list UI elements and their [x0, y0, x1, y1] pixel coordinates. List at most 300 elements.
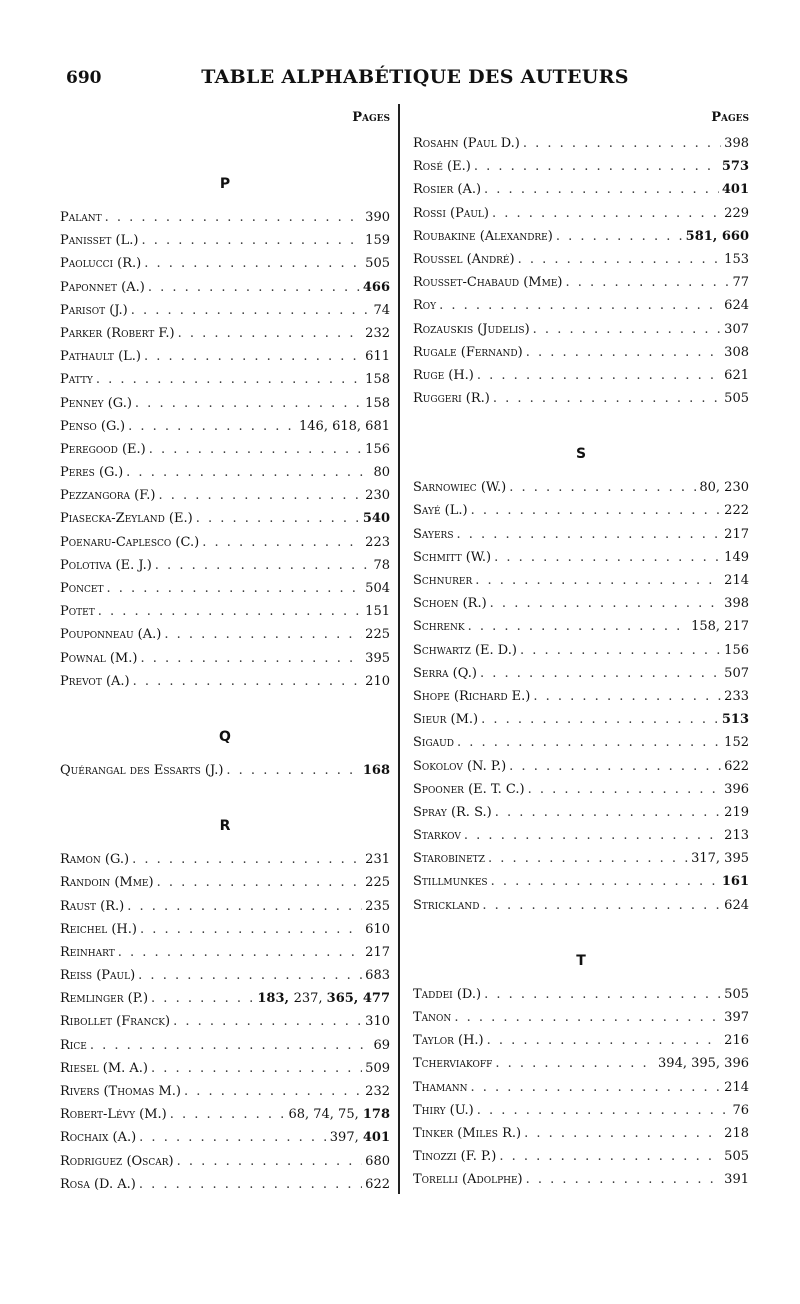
author-name: Stillmunkes — [413, 874, 488, 890]
index-entry — [60, 670, 390, 693]
dot-leader — [484, 178, 719, 201]
author-name: Rosa (D. A.) — [60, 1176, 136, 1192]
page-references — [724, 824, 749, 847]
page-reference: 216 — [724, 1033, 749, 1049]
page-references — [365, 1150, 390, 1173]
page-reference: 505 — [724, 986, 749, 1002]
page-references — [724, 731, 749, 754]
page-references — [365, 484, 390, 507]
page-references — [724, 592, 749, 615]
author-name: Riesel (M. A.) — [60, 1060, 148, 1076]
index-entry — [60, 438, 390, 461]
index-entry — [60, 299, 390, 322]
page-references — [691, 847, 749, 870]
author-name: Roubakine (Alexandre) — [413, 228, 553, 244]
page-references — [724, 1006, 749, 1029]
page-reference: 396 — [724, 781, 749, 797]
page-reference: 660 — [721, 228, 749, 244]
author-name: Poenaru-Caplesco (C.) — [60, 534, 200, 550]
page-reference: 391 — [724, 1172, 749, 1188]
spacer — [60, 132, 390, 162]
page-reference: 680 — [365, 1153, 390, 1169]
page-reference: 397, — [329, 1130, 363, 1146]
dot-leader — [495, 801, 721, 824]
author-name: Rossi (Paul) — [413, 205, 489, 221]
dot-leader — [90, 1034, 371, 1057]
author-name: Ruggeri (R.) — [413, 391, 490, 407]
page-references — [724, 387, 749, 410]
page-reference: 217 — [724, 526, 749, 542]
page-reference: 397 — [724, 1010, 749, 1025]
index-entry — [60, 941, 390, 964]
page-references — [365, 252, 390, 275]
dot-leader — [202, 531, 362, 554]
author-name: Palant — [60, 210, 102, 225]
dot-leader — [526, 1168, 722, 1191]
author-name: Schoen (R.) — [413, 596, 487, 612]
author-name: Rivers (Thomas M.) — [60, 1084, 181, 1099]
page-references — [365, 941, 390, 964]
index-entry — [60, 276, 390, 299]
section-letter: P — [219, 176, 231, 192]
author-name: Thiry (U.) — [413, 1102, 474, 1118]
page-reference: 310 — [365, 1014, 390, 1030]
index-entry — [413, 824, 749, 847]
page-reference: 213 — [724, 828, 749, 844]
index-entry — [60, 531, 390, 554]
author-name: Pouponneau (A.) — [60, 627, 162, 643]
page-reference: 505 — [724, 391, 749, 407]
page-reference: 149 — [724, 549, 749, 565]
page-references — [365, 438, 390, 461]
index-entry — [60, 1010, 390, 1033]
author-name: Reichel (H.) — [60, 921, 137, 937]
page-references — [365, 1010, 390, 1033]
index-entry — [60, 461, 390, 484]
index-entry — [413, 1168, 749, 1191]
author-name: Paolucci (R.) — [60, 256, 142, 272]
index-entry — [60, 1034, 390, 1057]
index-entry — [413, 1145, 749, 1168]
index-entry — [413, 592, 749, 615]
page-reference: 156 — [724, 642, 749, 658]
dot-leader — [132, 848, 362, 871]
page-references — [365, 895, 390, 918]
dot-leader — [126, 461, 370, 484]
dot-leader — [488, 847, 688, 870]
page-reference: 214 — [724, 573, 749, 588]
page-references — [365, 670, 390, 693]
page-references — [724, 778, 749, 801]
section-letter: T — [576, 952, 586, 969]
author-name: Taylor (H.) — [413, 1033, 484, 1049]
page-reference: 68, 74, 75, — [288, 1107, 363, 1123]
dot-leader — [520, 639, 721, 662]
author-name: Roy — [413, 298, 437, 314]
dot-leader — [144, 345, 362, 368]
dot-leader — [148, 276, 360, 299]
author-name: Reinhart — [60, 944, 115, 960]
dot-leader — [526, 341, 721, 364]
author-name: Serra (Q.) — [413, 665, 477, 681]
page-reference: 218 — [724, 1125, 749, 1141]
page-references — [686, 225, 749, 248]
dot-leader — [164, 623, 362, 646]
dot-leader — [106, 577, 362, 600]
page-reference: 398 — [724, 596, 749, 612]
index-entry — [413, 847, 749, 870]
index-entry — [413, 364, 749, 387]
index-entry — [413, 708, 749, 731]
dot-leader — [480, 662, 721, 685]
dot-leader — [457, 523, 722, 546]
index-entry — [413, 155, 749, 178]
page-references — [724, 1122, 749, 1145]
author-name: Spray (R. S.) — [413, 804, 492, 820]
dot-leader — [157, 871, 363, 894]
column-divider — [398, 104, 400, 1194]
author-name: Thamann — [413, 1079, 468, 1095]
index-entry — [60, 507, 390, 530]
author-name: Sayers — [413, 526, 454, 542]
author-name: Peregood (E.) — [60, 441, 146, 457]
page-references — [724, 202, 749, 225]
page-references — [365, 1080, 390, 1103]
author-name: Panisset (L.) — [60, 233, 139, 249]
page-reference: 214 — [724, 1079, 749, 1095]
dot-leader — [492, 202, 721, 225]
page-reference: 365, — [326, 991, 363, 1007]
dot-leader — [184, 1080, 362, 1103]
page-reference: 158 — [365, 372, 390, 388]
author-name: Rice — [60, 1037, 87, 1053]
page-reference: 178 — [362, 1107, 390, 1123]
author-name: Sokolov (N. P.) — [413, 758, 507, 774]
page-reference: 229 — [724, 205, 749, 221]
dot-leader — [490, 592, 722, 615]
dot-leader — [481, 708, 719, 731]
page-references — [373, 461, 390, 484]
author-name: Rosier (A.) — [413, 182, 482, 198]
dot-leader — [151, 987, 254, 1010]
dot-leader — [533, 318, 722, 341]
page-reference: 622 — [724, 758, 749, 774]
page-references — [724, 1076, 749, 1099]
author-name: Pownal (M.) — [60, 650, 138, 666]
author-name: Randoin (Mme) — [60, 875, 154, 891]
dot-leader — [128, 415, 296, 438]
page-reference: 80 — [373, 465, 390, 481]
page-references — [724, 132, 749, 155]
page-reference: 237, — [293, 991, 327, 1007]
page-reference: 401 — [721, 182, 749, 198]
index-entry — [60, 600, 390, 623]
page-references — [724, 662, 749, 685]
page-references — [299, 415, 390, 438]
index-entry — [60, 1103, 390, 1126]
dot-leader — [151, 1057, 362, 1080]
dot-leader — [533, 685, 721, 708]
author-name: Sarnowiec (W.) — [413, 480, 507, 496]
page-references — [699, 476, 749, 499]
author-name: Raust (R.) — [60, 898, 125, 914]
author-name: Schwartz (E. D.) — [413, 642, 517, 658]
page-references — [365, 531, 390, 554]
author-name: Rosahn (Paul D.) — [413, 136, 520, 151]
dot-leader — [457, 731, 721, 754]
index-entry — [413, 132, 749, 155]
dot-leader — [477, 364, 721, 387]
page-reference: 394, 395, 396 — [658, 1056, 749, 1072]
dot-leader — [454, 1006, 721, 1029]
dot-leader — [470, 1076, 721, 1099]
dot-leader — [474, 155, 719, 178]
dot-leader — [98, 600, 362, 623]
index-entry — [413, 202, 749, 225]
page-references — [365, 368, 390, 391]
index-entry — [413, 178, 749, 201]
page-reference: 581, — [685, 228, 722, 244]
author-name: Peres (G.) — [60, 465, 124, 481]
index-entry — [413, 894, 749, 917]
author-name: Piasecka-Zeyland (E.) — [60, 511, 193, 527]
dot-leader — [464, 824, 721, 847]
page-references — [724, 569, 749, 592]
page-reference: 161 — [721, 874, 749, 890]
dot-leader — [477, 1099, 730, 1122]
author-name: Rousset-Chabaud (Mme) — [413, 275, 563, 291]
page-references — [365, 647, 390, 670]
page-references — [365, 345, 390, 368]
right-column — [413, 110, 749, 1192]
page-references — [724, 1145, 749, 1168]
author-name: Paponnet (A.) — [60, 279, 145, 295]
dot-leader — [523, 132, 721, 155]
page-references — [724, 894, 749, 917]
dot-leader — [127, 895, 362, 918]
page-references — [724, 639, 749, 662]
page-references — [724, 499, 749, 522]
page-references — [724, 523, 749, 546]
index-entry — [60, 415, 390, 438]
page-references — [373, 299, 390, 322]
author-name: Pezzangora (F.) — [60, 488, 156, 504]
pages-column-label: Pages — [352, 110, 390, 125]
page-references — [365, 623, 390, 646]
page-references — [363, 507, 390, 530]
index-entry — [413, 341, 749, 364]
dot-leader — [155, 554, 371, 577]
page-reference: 74 — [373, 302, 390, 318]
author-name: Poncet — [60, 581, 104, 596]
index-entry — [413, 1122, 749, 1145]
page-reference: 69 — [373, 1037, 390, 1053]
page-reference: 153 — [724, 251, 749, 267]
dot-leader — [528, 778, 722, 801]
page-references — [658, 1052, 749, 1075]
dot-leader — [471, 499, 722, 522]
page-references — [257, 987, 390, 1010]
index-entry — [60, 322, 390, 345]
page-references — [732, 1099, 749, 1122]
index-entry — [60, 368, 390, 391]
page-reference: 225 — [365, 627, 390, 643]
author-name: Rugale (Fernand) — [413, 344, 523, 360]
dot-leader — [556, 225, 683, 248]
page-references — [365, 206, 390, 229]
page-references — [363, 759, 390, 782]
page-references — [365, 600, 390, 623]
dot-leader — [173, 1010, 362, 1033]
dot-leader — [144, 252, 362, 275]
dot-leader — [509, 476, 696, 499]
dot-leader — [475, 569, 721, 592]
page-reference: 398 — [724, 136, 749, 151]
spacer — [60, 782, 390, 804]
index-entry — [60, 759, 390, 782]
page-references — [732, 271, 749, 294]
index-entry — [60, 871, 390, 894]
index-entry — [413, 523, 749, 546]
dot-leader — [196, 507, 360, 530]
index-entry — [60, 964, 390, 987]
index-entry — [60, 484, 390, 507]
index-entry — [413, 271, 749, 294]
spacer — [413, 917, 749, 939]
dot-leader — [139, 1173, 362, 1196]
author-name: Roussel (André) — [413, 251, 515, 267]
author-name: Spooner (E. T. C.) — [413, 781, 525, 797]
index-entry — [413, 662, 749, 685]
index-entry — [60, 206, 390, 229]
page-references — [722, 708, 749, 731]
author-name: Robert-Lévy (M.) — [60, 1107, 167, 1123]
dot-leader — [133, 670, 363, 693]
page-reference: 183, — [257, 991, 294, 1007]
author-name: Tanon — [413, 1010, 452, 1025]
author-name: Quérangal des Essarts (J.) — [60, 762, 224, 778]
author-name: Ruge (H.) — [413, 367, 474, 383]
page-reference: 540 — [362, 511, 390, 527]
index-entry — [60, 895, 390, 918]
index-entry — [413, 685, 749, 708]
author-name: Tinozzi (F. P.) — [413, 1149, 497, 1165]
author-name: Penso (G.) — [60, 418, 126, 434]
author-name: Ribollet (Franck) — [60, 1014, 171, 1030]
index-entry — [60, 647, 390, 670]
dot-leader — [468, 615, 689, 638]
author-name: Schnurer — [413, 573, 473, 588]
dot-leader — [178, 322, 363, 345]
page-references — [724, 294, 749, 317]
page-reference: 210 — [365, 673, 390, 689]
page-reference: 621 — [724, 367, 749, 383]
dot-leader — [487, 1029, 722, 1052]
index-entry — [413, 1076, 749, 1099]
dot-leader — [439, 294, 721, 317]
author-name: Tinker (Miles R.) — [413, 1125, 522, 1141]
index-entry — [413, 983, 749, 1006]
page-reference: 681 — [365, 418, 390, 434]
section-letter: Q — [219, 728, 231, 745]
page-reference: 151 — [365, 604, 390, 620]
page-references — [365, 871, 390, 894]
dot-leader — [177, 1150, 363, 1173]
index-entry — [60, 1126, 390, 1149]
page-reference: 504 — [365, 581, 390, 596]
author-name: Starkov — [413, 828, 461, 844]
page-references — [691, 615, 749, 638]
page-reference: 222 — [724, 503, 749, 519]
dot-leader — [105, 206, 363, 229]
author-name: Schrenk — [413, 619, 465, 635]
page-reference: 225 — [365, 875, 390, 891]
page-references — [365, 964, 390, 987]
dot-leader — [524, 1122, 721, 1145]
spacer — [60, 693, 390, 715]
index-entry — [413, 639, 749, 662]
page-reference: 513 — [721, 712, 749, 728]
page-references — [373, 554, 390, 577]
page-references — [722, 870, 749, 893]
page-reference: 78 — [373, 557, 390, 573]
dot-leader — [140, 918, 362, 941]
index-entry — [60, 252, 390, 275]
page-references — [365, 918, 390, 941]
author-name: Sayé (L.) — [413, 503, 468, 519]
page-reference: 230 — [365, 488, 390, 504]
section-letter: S — [575, 446, 587, 463]
left-column — [60, 110, 390, 1196]
page-reference: 624 — [724, 897, 749, 913]
page-references — [724, 685, 749, 708]
page-reference: 219 — [724, 804, 749, 820]
page-references — [365, 577, 390, 600]
index-entry — [413, 1006, 749, 1029]
index-entry — [60, 229, 390, 252]
dot-leader — [138, 964, 362, 987]
index-entry — [413, 615, 749, 638]
author-name: Schmitt (W.) — [413, 549, 492, 565]
index-entry — [60, 1080, 390, 1103]
page-references — [724, 364, 749, 387]
author-name: Patty — [60, 372, 93, 388]
page-reference: 80, 230 — [699, 480, 749, 496]
author-name: Parker (Robert F.) — [60, 325, 175, 341]
page-title: TABLE ALPHABÉTIQUE DES AUTEURS — [201, 66, 629, 88]
page-reference: 573 — [721, 159, 749, 175]
author-name: Taddei (D.) — [413, 986, 482, 1002]
page-reference: 223 — [365, 534, 390, 550]
page-reference: 401 — [362, 1130, 390, 1146]
author-name: Reiss (Paul) — [60, 968, 136, 984]
index-entry — [60, 987, 390, 1010]
author-name: Potet — [60, 604, 95, 620]
page-references — [365, 1173, 390, 1196]
dot-leader — [565, 271, 729, 294]
page-reference: 509 — [365, 1060, 390, 1076]
author-name: Rosé (E.) — [413, 159, 471, 175]
author-name: Parisot (J.) — [60, 302, 128, 318]
page-references — [288, 1103, 390, 1126]
index-entry — [413, 387, 749, 410]
dot-leader — [226, 759, 359, 782]
page-references — [373, 1034, 390, 1057]
page-reference: 232 — [365, 1084, 390, 1099]
page-reference: 168 — [362, 762, 390, 778]
page-reference: 390 — [365, 210, 390, 225]
page-reference: 232 — [365, 325, 390, 341]
